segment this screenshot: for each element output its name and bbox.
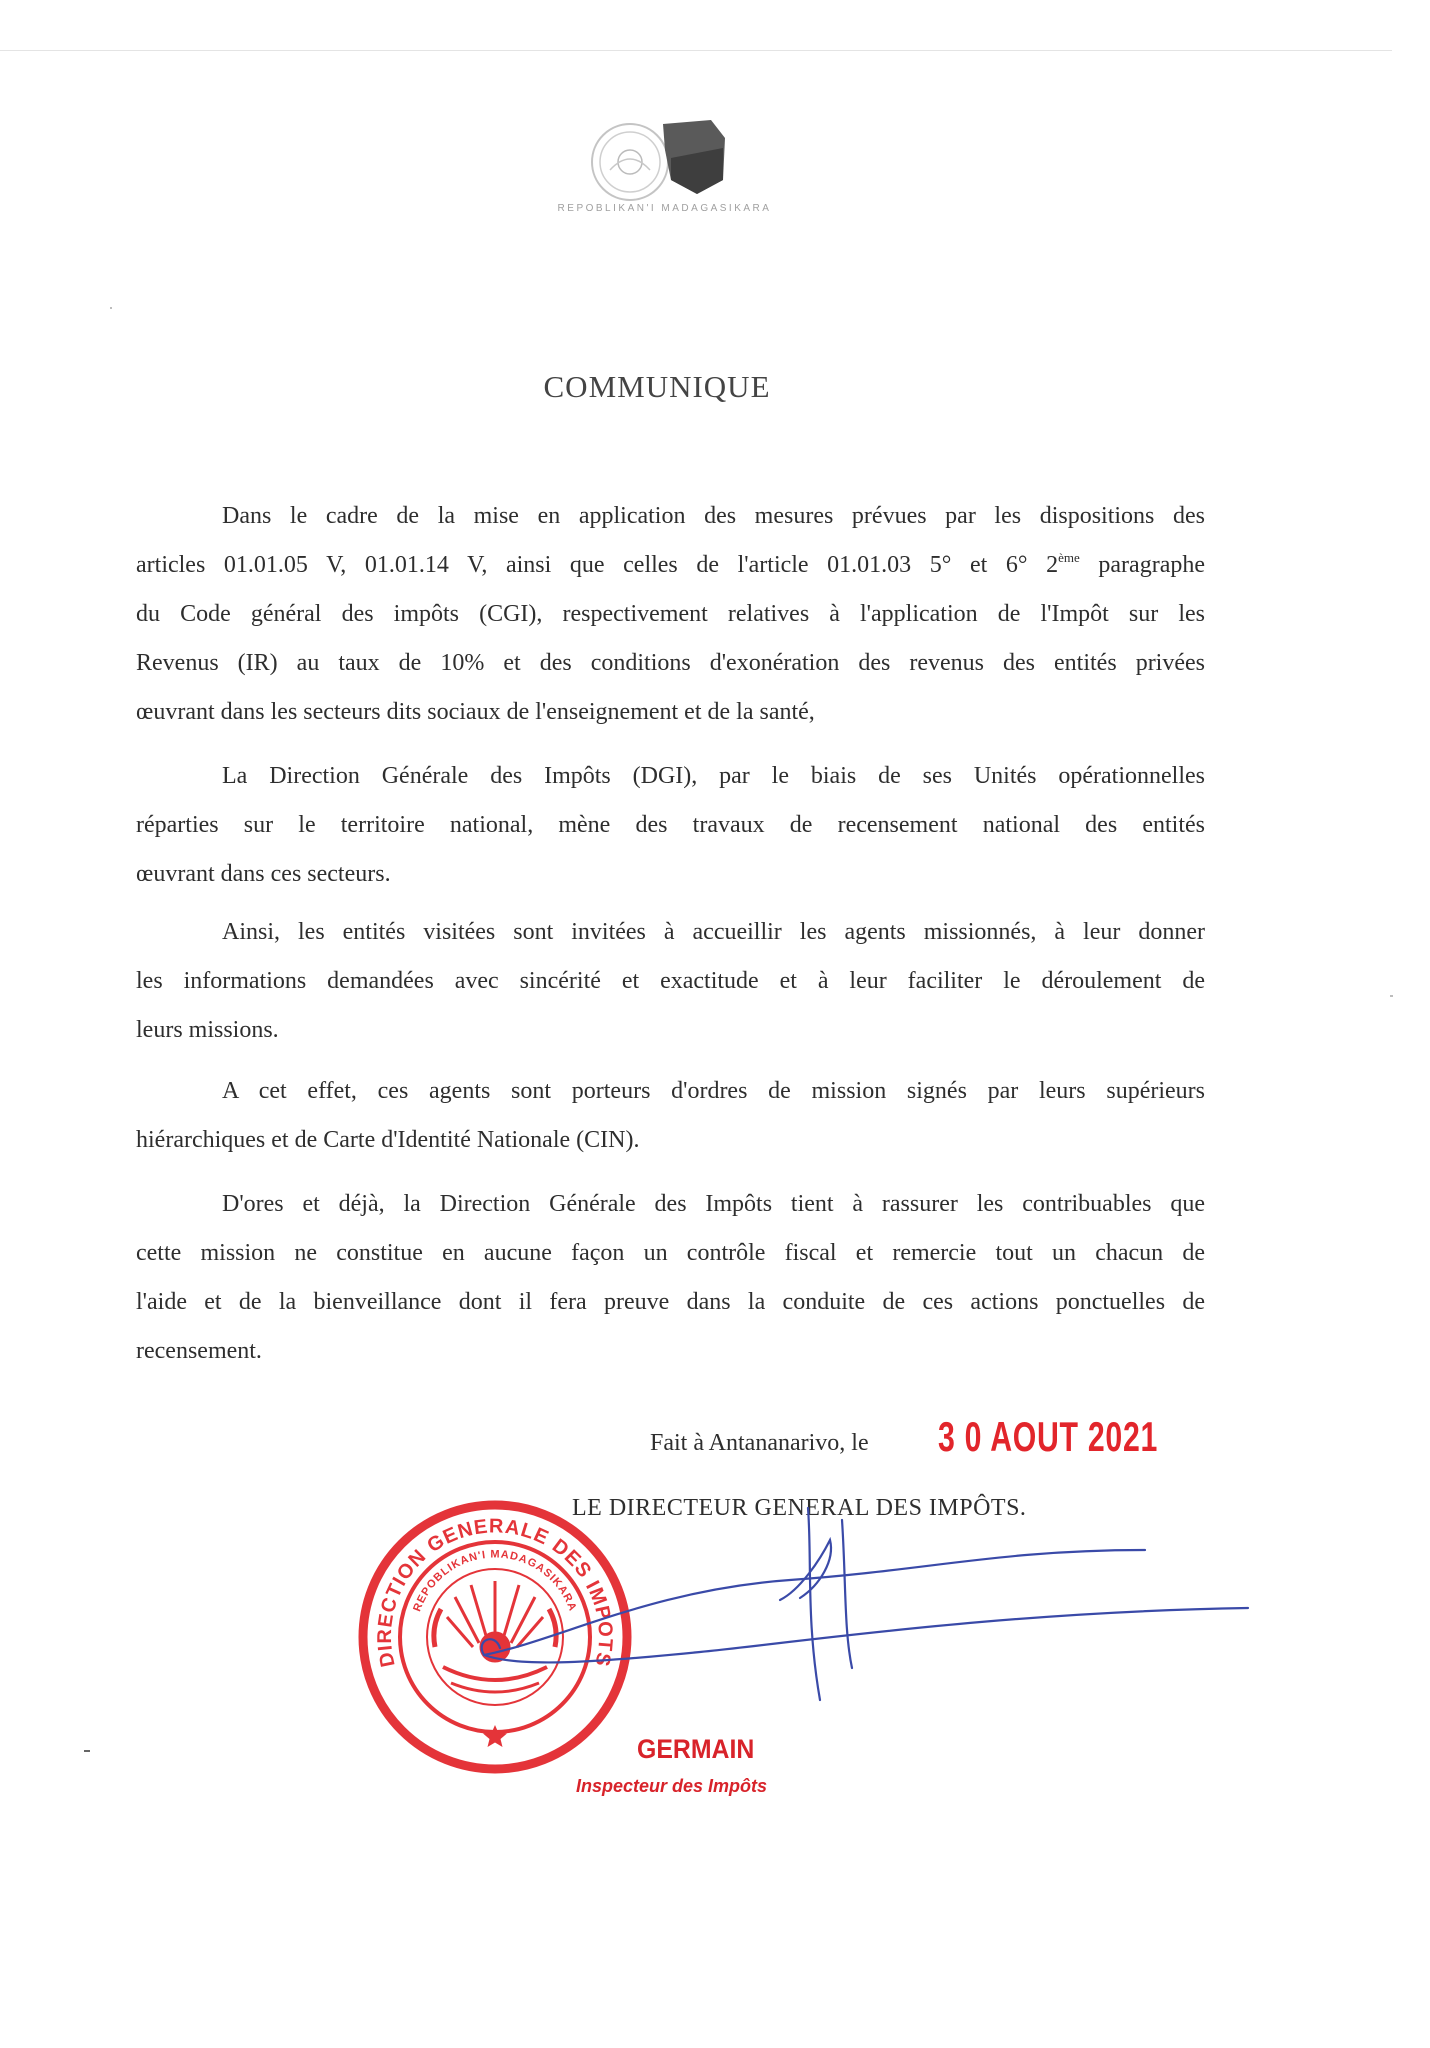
text-line: œuvrant dans ces secteurs. xyxy=(136,861,391,887)
text-line: D'ores et déjà, la Direction Générale des Impôts tient à rassurer les contribuables que xyxy=(222,1191,1205,1217)
superscript: ème xyxy=(1058,550,1080,565)
text-line: œuvrant dans les secteurs dits sociaux de l'enseignement et de la santé, xyxy=(136,699,815,725)
scan-mark xyxy=(110,307,112,309)
text-line: A cet effet, ces agents sont porteurs d'ordres de mission signés par leurs supérieurs xyxy=(222,1078,1205,1104)
text-line xyxy=(136,541,1205,590)
paragraph-3 xyxy=(136,908,1205,1055)
seal-emblem-icon xyxy=(434,1581,556,1692)
official-seal xyxy=(355,1497,635,1777)
text-line: leurs missions. xyxy=(136,1017,279,1043)
country-name: REPOBLIKAN'I MADAGASIKARA xyxy=(557,203,772,214)
text-line: Ainsi, les entités visitées sont invitées à accueillir les agents missionnés, à leur donner xyxy=(222,919,1205,945)
text-line: l'aide et de la bienveillance dont il fera preuve dans la conduite de ces actions ponctuelles de xyxy=(136,1289,1205,1315)
date-stamp: 3 0 AOUT 2021 xyxy=(938,1413,1159,1460)
paragraph-5 xyxy=(136,1180,1205,1376)
document-title: COMMUNIQUE xyxy=(543,369,771,404)
star-icon xyxy=(483,1725,507,1747)
text-line: cette mission ne constitue en aucune façon un contrôle fiscal et remercie tout un chacun de xyxy=(136,1240,1205,1266)
scan-mark xyxy=(1390,995,1393,997)
national-emblem-icon xyxy=(575,118,735,202)
scan-mark xyxy=(84,1750,90,1752)
text-line-part: articles 01.01.05 V, 01.01.14 V, ainsi que celles de l'article 01.01.03 5° et 6° 2 xyxy=(136,552,1059,578)
seal-inner-text: REPOBLIKAN'I MADAGASIKARA xyxy=(411,1548,579,1614)
paragraph-4 xyxy=(136,1067,1205,1165)
signatory-title: LE DIRECTEUR GENERAL DES IMPÔTS. xyxy=(572,1495,1027,1521)
place-and-date-label: Fait à Antananarivo, le xyxy=(650,1430,869,1456)
text-line: réparties sur le territoire national, mène des travaux de recensement national des entités xyxy=(136,812,1205,838)
text-line: hiérarchiques et de Carte d'Identité Nationale (CIN). xyxy=(136,1127,640,1153)
text-line: Revenus (IR) au taux de 10% et des conditions d'exonération des revenus des entités privées xyxy=(136,650,1205,676)
text-line: La Direction Générale des Impôts (DGI), par le biais de ses Unités opérationnelles xyxy=(222,763,1205,789)
signer-role: Inspecteur des Impôts xyxy=(576,1776,768,1796)
text-line: du Code général des impôts (CGI), respectivement relatives à l'application de l'Impôt sur les xyxy=(136,601,1205,627)
text-line: Dans le cadre de la mise en application des mesures prévues par les dispositions des xyxy=(222,503,1205,529)
text-line: recensement. xyxy=(136,1338,262,1364)
scan-edge-line xyxy=(0,50,1392,51)
signer-name: GERMAIN xyxy=(637,1734,755,1764)
seal-outer-text: DIRECTION GENERALE DES IMPOTS xyxy=(373,1515,617,1669)
text-line-part: paragraphe xyxy=(1098,552,1205,578)
paragraph-1 xyxy=(136,492,1205,737)
text-line: les informations demandées avec sincérité et exactitude et à leur faciliter le déroulement de xyxy=(136,968,1205,994)
paragraph-2 xyxy=(136,752,1205,899)
